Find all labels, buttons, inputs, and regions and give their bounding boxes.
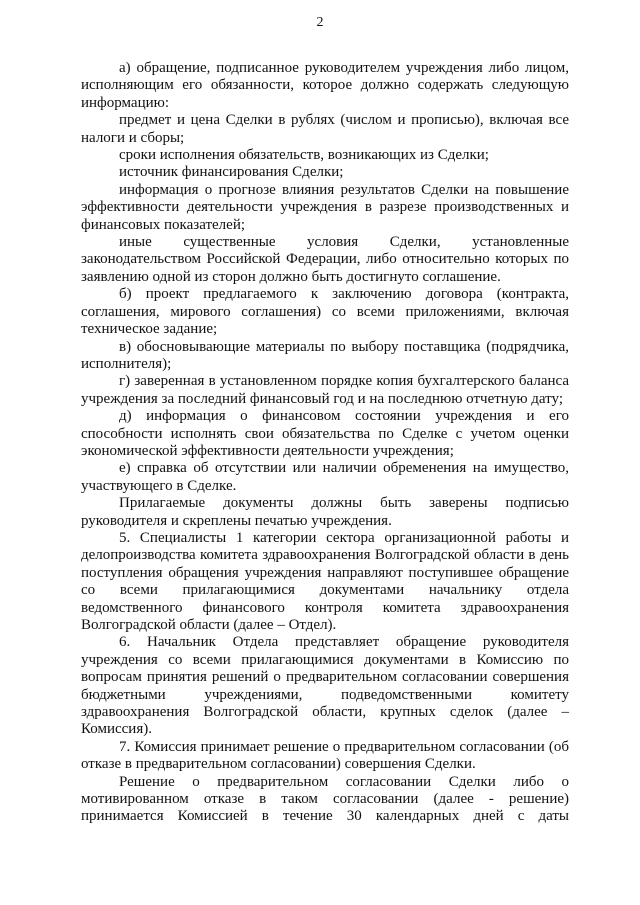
paragraph-other-conditions: иные существенные условия Сделки, установленные законодательством Российской Федерации, либо относительно которых по заявлению одной из сторон должно быть достигнуто соглашение.	[81, 234, 569, 285]
paragraph-deadlines: сроки исполнения обязательств, возникающих из Сделки;	[119, 147, 489, 164]
paragraph-g-balance-copy: г) заверенная в установленном порядке копия бухгалтерского баланса учреждения за последний финансовый год и на последнюю отчетную дату;	[81, 373, 569, 407]
paragraph-7-commission: 7. Комиссия принимает решение о предварительном согласовании (об отказе в предварительном согласовании) совершения Сделки.	[81, 738, 569, 773]
paragraph-b-draft-contract: б) проект предлагаемого к заключению договора (контракта, соглашения, мирового соглашения) со всеми приложениями, включая техническое задание;	[81, 286, 569, 338]
paragraph-attached-documents: Прилагаемые документы должны быть заверены подписью руководителя и скреплены печатью учреждения.	[81, 495, 569, 529]
paragraph-decision: Решение о предварительном согласовании Сделки либо о мотивированном отказе в таком согласовании (далее - решение) принимается Комиссией в течение 30 календарных дней с даты	[81, 773, 569, 825]
paragraph-e-encumbrance: е) справка об отсутствии или наличии обременения на имущество, участвующего в Сделке.	[81, 460, 569, 494]
paragraph-subject-price: предмет и цена Сделки в рублях (числом и прописью), включая все налоги и сборы;	[81, 112, 569, 146]
paragraph-6-department-head: 6. Начальник Отдела представляет обращение руководителя учреждения со всеми прилагающимися документами в Комиссию по вопросам принятия решений о предварительном согласовании совершения бюджетными учреждениями, подведомственными комитету здравоохранения Волгоградской области, крупных сделок (далее – Комиссия).	[81, 634, 569, 738]
paragraph-funding-source: источник финансирования Сделки;	[119, 164, 344, 181]
paragraph-v-supplier-materials: в) обосновывающие материалы по выбору поставщика (подрядчика, исполнителя);	[81, 338, 569, 372]
paragraph-d-financial-state: д) информация о финансовом состоянии учреждения и его способности исполнять свои обязательства по Сделке с учетом оценки экономической эффективности деятельности учреждения;	[81, 408, 569, 459]
page-number: 2	[316, 15, 324, 30]
paragraph-forecast: информация о прогнозе влияния результатов Сделки на повышение эффективности деятельности учреждения в разрезе производственных и финансовых показателей;	[81, 181, 569, 233]
document-body	[81, 60, 569, 826]
paragraph-a-appeal: а) обращение, подписанное руководителем учреждения либо лицом, исполняющим его обязанности, которое должно содержать следующую информацию:	[81, 60, 569, 111]
paragraph-5-specialists: 5. Специалисты 1 категории сектора организационной работы и делопроизводства комитета здравоохранения Волгоградской области в день поступления обращения учреждения направляют поступившее обращение со всеми прилагающимися документами начальнику отдела ведомственного финансового контроля комитета здравоохранения Волгоградской области (далее – Отдел).	[81, 529, 569, 633]
